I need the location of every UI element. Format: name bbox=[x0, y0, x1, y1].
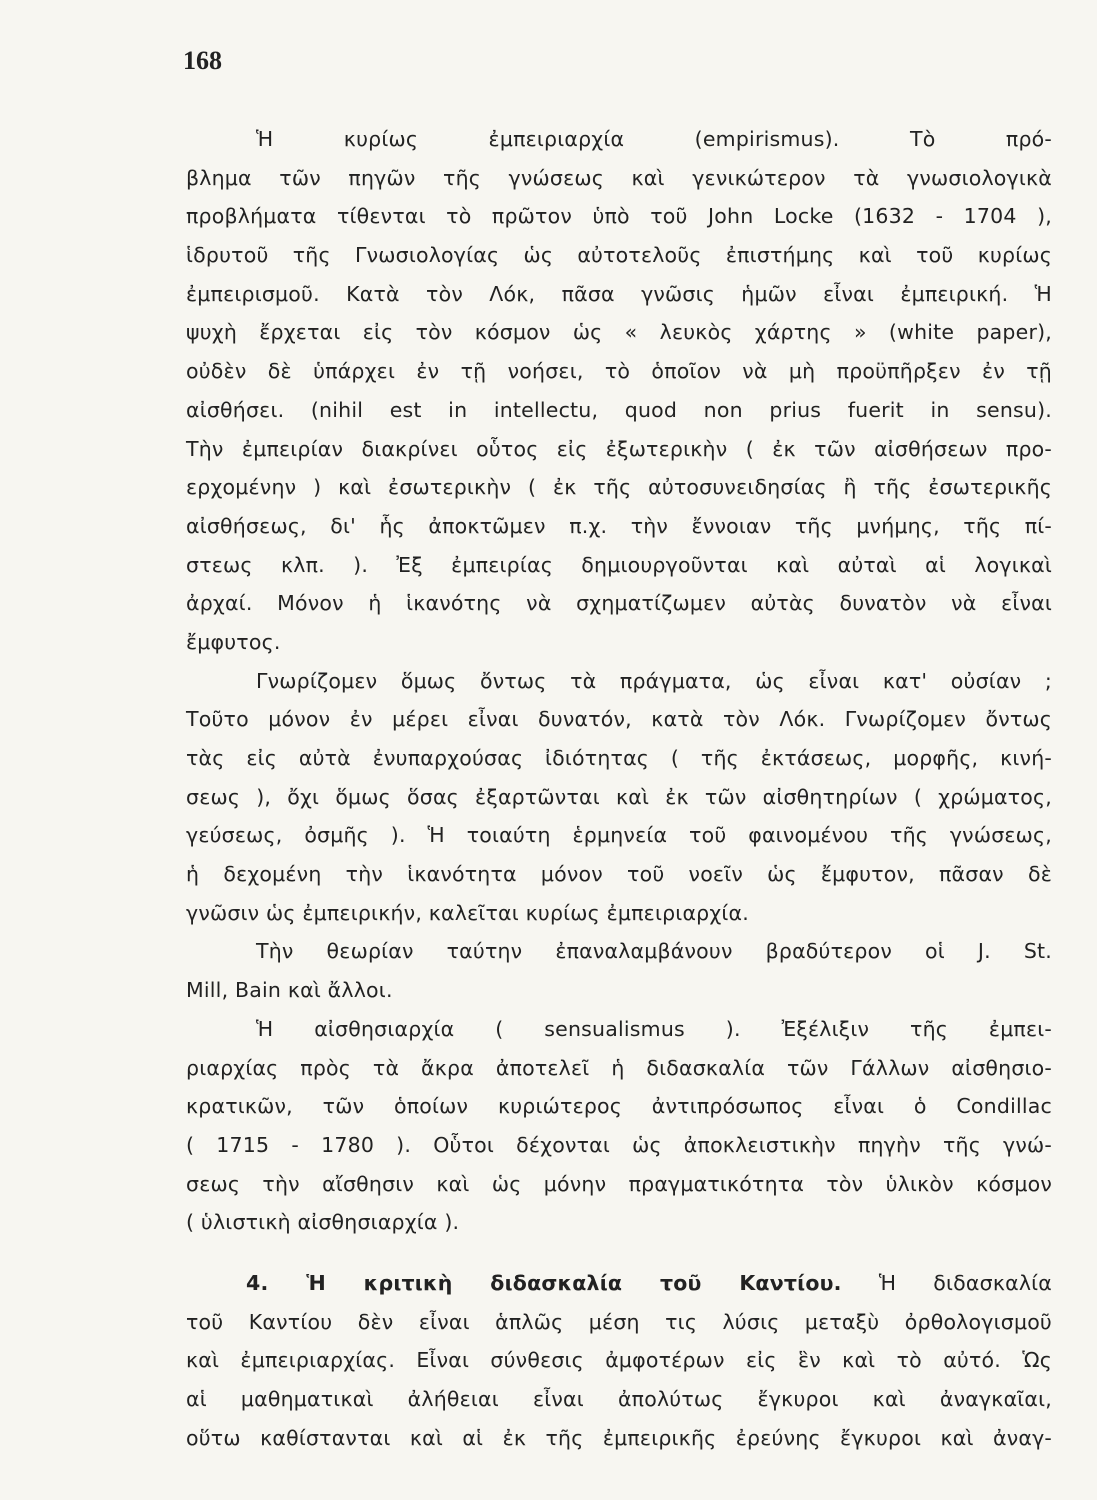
section-kant bbox=[186, 1264, 1052, 1457]
section-heading-line bbox=[186, 1264, 1052, 1303]
section-heading: 4. Ἡ κριτικὴ διδασκαλία τοῦ Καντίου. bbox=[246, 1270, 842, 1295]
text-line: Γνωρίζομεν ὅμως ὄντως τὰ πράγματα, ὡς εἶναι κατ' οὐσίαν ; bbox=[256, 668, 1052, 693]
text-line: στεως κλπ. ). Ἐξ ἐμπειρίας δημιουργοῦνται καὶ αὐταὶ αἱ λογικαὶ bbox=[186, 552, 1052, 577]
paragraph-sensualismus bbox=[186, 1010, 1052, 1242]
text-line: ἡ δεχομένη τὴν ἱκανότητα μόνον τοῦ νοεῖν ὡς ἔμφυτον, πᾶσαν δὲ bbox=[186, 862, 1052, 887]
paragraph-mill-bain bbox=[186, 932, 1052, 1009]
text-line: ριαρχίας πρὸς τὰ ἄκρα ἀποτελεῖ ἡ διδασκαλία τῶν Γάλλων αἰσθησιο- bbox=[186, 1055, 1052, 1080]
text-line: κρατικῶν, τῶν ὁποίων κυριώτερος ἀντιπρόσωπος εἶναι ὁ Condillac bbox=[186, 1094, 1052, 1119]
text-line: καὶ ἐμπειριαρχίας. Εἶναι σύνθεσις ἀμφοτέρων εἰς ἓν καὶ τὸ αὐτό. Ὡς bbox=[186, 1348, 1052, 1373]
text-line: σεως ), ὄχι ὅμως ὅσας ἐξαρτῶνται καὶ ἐκ τῶν αἰσθητηρίων ( χρώματος, bbox=[186, 784, 1052, 809]
paragraph-locke-knowledge bbox=[186, 662, 1052, 933]
text-line: ( 1715 - 1780 ). Οὗτοι δέχονται ὡς ἀποκλειστικὴν πηγὴν τῆς γνώ- bbox=[186, 1132, 1052, 1157]
section-heading-rest: Ἡ διδασκαλία bbox=[878, 1270, 1053, 1295]
text-line: Ἡ αἰσθησιαρχία ( sensualismus ). Ἐξέλιξιν τῆς ἐμπει- bbox=[256, 1016, 1052, 1041]
text-line: βλημα τῶν πηγῶν τῆς γνώσεως καὶ γενικώτερον τὰ γνωσιολογικὰ bbox=[186, 165, 1052, 190]
text-line: Τὴν ἐμπειρίαν διακρίνει οὗτος εἰς ἐξωτερικὴν ( ἐκ τῶν αἰσθήσεων προ- bbox=[186, 436, 1052, 461]
text-line: προβλήματα τίθενται τὸ πρῶτον ὑπὸ τοῦ John Locke (1632 - 1704 ), bbox=[186, 204, 1052, 229]
text-line: ψυχὴ ἔρχεται εἰς τὸν κόσμον ὡς « λευκὸς χάρτης » (white paper), bbox=[186, 320, 1052, 345]
text-line: ἀρχαί. Μόνον ἡ ἱκανότης νὰ σχηματίζωμεν αὐτὰς δυνατὸν νὰ εἶναι bbox=[186, 591, 1052, 616]
text-line: ἱδρυτοῦ τῆς Γνωσιολογίας ὡς αὐτοτελοῦς ἐπιστήμης καὶ τοῦ κυρίως bbox=[186, 243, 1052, 268]
text-line: Mill, Bain καὶ ἄλλοι. bbox=[186, 978, 393, 1003]
text-line: τοῦ Καντίου δὲν εἶναι ἁπλῶς μέση τις λύσις μεταξὺ ὀρθολογισμοῦ bbox=[186, 1309, 1052, 1334]
text-line: ἔμφυτος. bbox=[186, 629, 281, 654]
text-line: Ἡ κυρίως ἐμπειριαρχία (empirismus). Τὸ πρό- bbox=[256, 127, 1052, 151]
text-line: τὰς εἰς αὐτὰ ἐνυπαρχούσας ἰδιότητας ( τῆς ἐκτάσεως, μορφῆς, κινή- bbox=[186, 746, 1052, 770]
text-line: αἱ μαθηματικαὶ ἀλήθειαι εἶναι ἀπολύτως ἔγκυροι καὶ ἀναγκαῖαι, bbox=[186, 1387, 1052, 1411]
page-number: 168 bbox=[183, 46, 222, 75]
text-line: οὐδὲν δὲ ὑπάρχει ἐν τῇ νοήσει, τὸ ὁποῖον νὰ μὴ προϋπῆρξεν ἐν τῇ bbox=[186, 359, 1052, 384]
text-line: γεύσεως, ὀσμῆς ). Ἡ τοιαύτη ἑρμηνεία τοῦ φαινομένου τῆς γνώσεως, bbox=[186, 823, 1052, 848]
text-line: αἰσθήσεως, δι' ἧς ἀποκτῶμεν π.χ. τὴν ἔννοιαν τῆς μνήμης, τῆς πί- bbox=[186, 513, 1052, 538]
text-line: γνῶσιν ὡς ἐμπειρικήν, καλεῖται κυρίως ἐμπειριαρχία. bbox=[186, 900, 749, 925]
text-line: οὕτω καθίστανται καὶ αἱ ἐκ τῆς ἐμπειρικῆς ἐρεύνης ἔγκυροι καὶ ἀναγ- bbox=[186, 1425, 1052, 1450]
page-text bbox=[186, 120, 1052, 1457]
text-line: Τὴν θεωρίαν ταύτην ἐπαναλαμβάνουν βραδύτερον οἱ J. St. bbox=[256, 939, 1052, 964]
text-line: σεως τὴν αἴσθησιν καὶ ὡς μόνην πραγματικότητα τὸν ὑλικὸν κόσμον bbox=[186, 1171, 1052, 1196]
text-line: ερχομένην ) καὶ ἐσωτερικὴν ( ἐκ τῆς αὐτοσυνειδησίας ἢ τῆς ἐσωτερικῆς bbox=[186, 475, 1052, 500]
paragraph-empirismus bbox=[186, 120, 1052, 662]
text-line: αἰσθήσει. (nihil est in intellectu, quod non prius fuerit in sensu). bbox=[186, 397, 1052, 422]
text-line: Τοῦτο μόνον ἐν μέρει εἶναι δυνατόν, κατὰ τὸν Λόκ. Γνωρίζομεν ὄντως bbox=[186, 707, 1052, 732]
text-line: ( ὑλιστικὴ αἰσθησιαρχία ). bbox=[186, 1210, 460, 1235]
text-line: ἐμπειρισμοῦ. Κατὰ τὸν Λόκ, πᾶσα γνῶσις ἡμῶν εἶναι ἐμπειρική. Ἡ bbox=[186, 281, 1052, 306]
